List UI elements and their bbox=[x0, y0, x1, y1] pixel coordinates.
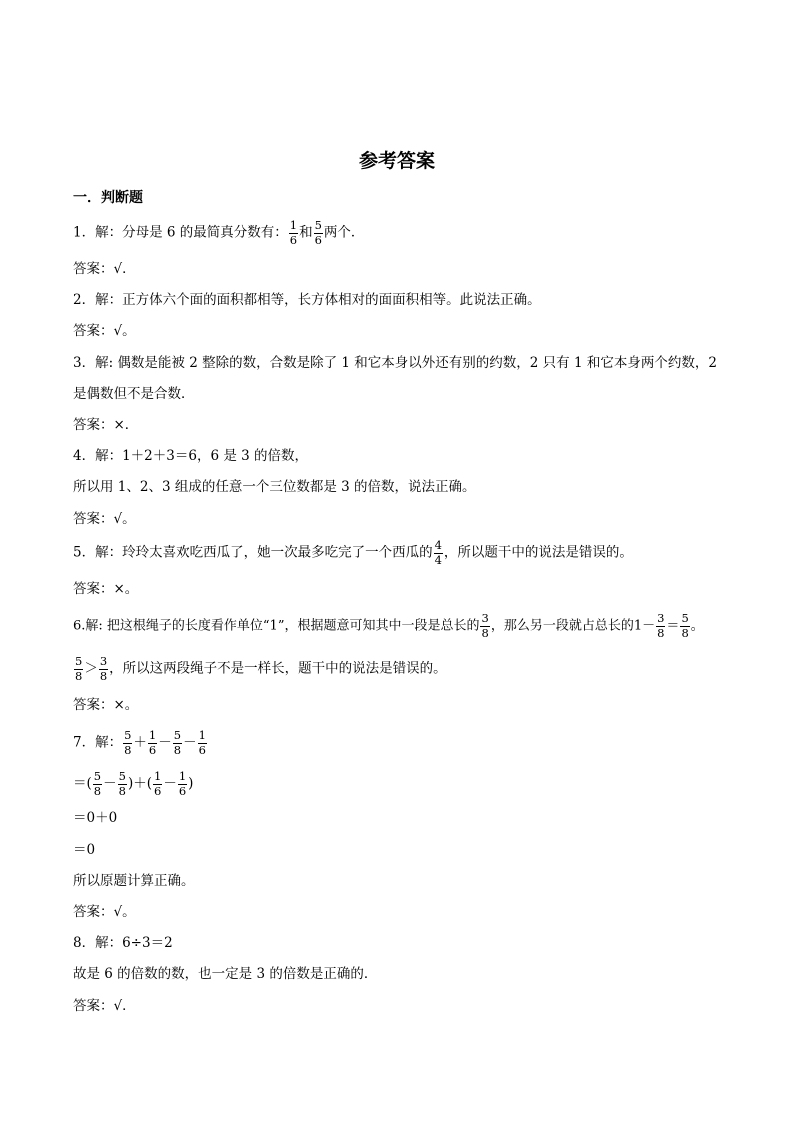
q1-line bbox=[73, 220, 364, 246]
fraction: $\frac{1}{6}$ bbox=[148, 728, 157, 757]
fraction: $\frac{4}{4}$ bbox=[434, 538, 442, 567]
fraction: $\frac{5}{8}$ bbox=[118, 769, 126, 798]
q2-answer: 答案：√。 bbox=[73, 323, 136, 339]
q8-line-2: 故是 6 的倍数的数，也一定是 3 的倍数是正确的． bbox=[73, 966, 378, 982]
fraction: $\frac{1}{6}$ bbox=[198, 728, 206, 757]
q3-line-2: 是偶数但不是合数． bbox=[73, 386, 195, 402]
q7-line-3: ＝0＋0 bbox=[73, 810, 118, 826]
q7-answer: 答案：√。 bbox=[73, 904, 136, 920]
q6-line-1 bbox=[73, 613, 704, 639]
q3-line-1: 3．解: 偶数是能被 2 整除的数，合数是除了 1 和它本身以外还有别的约数，2 只有 1 和它本身两个约数，2 bbox=[73, 355, 717, 371]
q3-answer: 答案：×． bbox=[73, 417, 139, 433]
q1-post: 两个． bbox=[323, 224, 365, 241]
page-title: 参考答案 bbox=[358, 150, 435, 172]
q4-answer: 答案：√。 bbox=[73, 511, 136, 527]
fraction: $\frac{5}{8}$ bbox=[681, 611, 689, 640]
operator: ＋ bbox=[133, 734, 147, 751]
fraction: $\frac{1}{6}$ bbox=[153, 769, 162, 798]
q1-pre: 1．解：分母是 6 的最简真分数有： bbox=[73, 224, 288, 241]
q2-line: 2．解：正方体六个面的面积都相等，长方体相对的面面积相等。此说法正确。 bbox=[73, 292, 541, 308]
q4-line-2: 所以用 1、2、3 组成的任意一个三位数都是 3 的倍数，说法正确。 bbox=[73, 479, 476, 495]
q6-line-2 bbox=[73, 656, 447, 682]
q1-answer: 答案：√． bbox=[73, 261, 136, 277]
fraction: $\frac{5}{8}$ bbox=[124, 728, 132, 757]
section-heading: 一．判断题 bbox=[73, 190, 143, 206]
fraction: $\frac{3}{8}$ bbox=[657, 611, 665, 640]
operator: － bbox=[158, 734, 172, 751]
q7-line-2: ＝( $\frac{5}{8}$ － $\frac{5}{8}$ )＋( $\frac{1}{6}$ － $\frac{1}{6}$ ) bbox=[73, 769, 194, 798]
q6-pre: 6.解: 把这根绳子的长度看作单位“1”，根据题意可知其中一段是总长的 bbox=[73, 618, 480, 634]
q8-line-1: 8．解：6÷3＝2 bbox=[73, 935, 173, 951]
q7-line-1 bbox=[73, 730, 208, 756]
q5-answer: 答案：×。 bbox=[73, 581, 139, 597]
q5-line bbox=[73, 540, 633, 566]
fraction: $\frac{5}{8}$ bbox=[93, 769, 102, 798]
fraction: $\frac{3}{8}$ bbox=[481, 611, 489, 640]
fraction: $\frac{5}{8}$ bbox=[75, 654, 83, 683]
q5-post: ，所以题干中的说法是错误的。 bbox=[443, 544, 633, 561]
q6-post: ，所以这两段绳子不是一样长，题干中的说法是错误的。 bbox=[109, 660, 447, 677]
q7-line-5: 所以原题计算正确。 bbox=[73, 873, 195, 889]
q6-mid: ，那么另一段就占总长的1－ bbox=[490, 618, 656, 634]
q8-answer: 答案：√． bbox=[73, 998, 136, 1014]
q5-pre: 5．解：玲玲太喜欢吃西瓜了，她一次最多吃完了一个西瓜的 bbox=[73, 544, 433, 561]
q7-line-4: ＝0 bbox=[73, 842, 96, 858]
fraction: $\frac{3}{8}$ bbox=[99, 654, 108, 683]
q6-eq: ＝ bbox=[666, 618, 680, 634]
q6-gt: ＞ bbox=[84, 660, 98, 677]
q6-answer: 答案：×。 bbox=[73, 697, 139, 713]
q6-end: 。 bbox=[690, 618, 704, 634]
fraction: $\frac{5}{6}$ bbox=[314, 218, 322, 247]
q1-mid: 和 bbox=[299, 224, 313, 241]
fraction: $\frac{5}{8}$ bbox=[173, 728, 182, 757]
fraction: $\frac{1}{6}$ bbox=[289, 218, 298, 247]
q7-pre: 7．解： bbox=[73, 734, 123, 751]
fraction: $\frac{1}{6}$ bbox=[178, 769, 187, 798]
q4-line-1: 4．解：1＋2＋3＝6，6 是 3 的倍数， bbox=[73, 448, 308, 464]
operator: － bbox=[183, 734, 197, 751]
